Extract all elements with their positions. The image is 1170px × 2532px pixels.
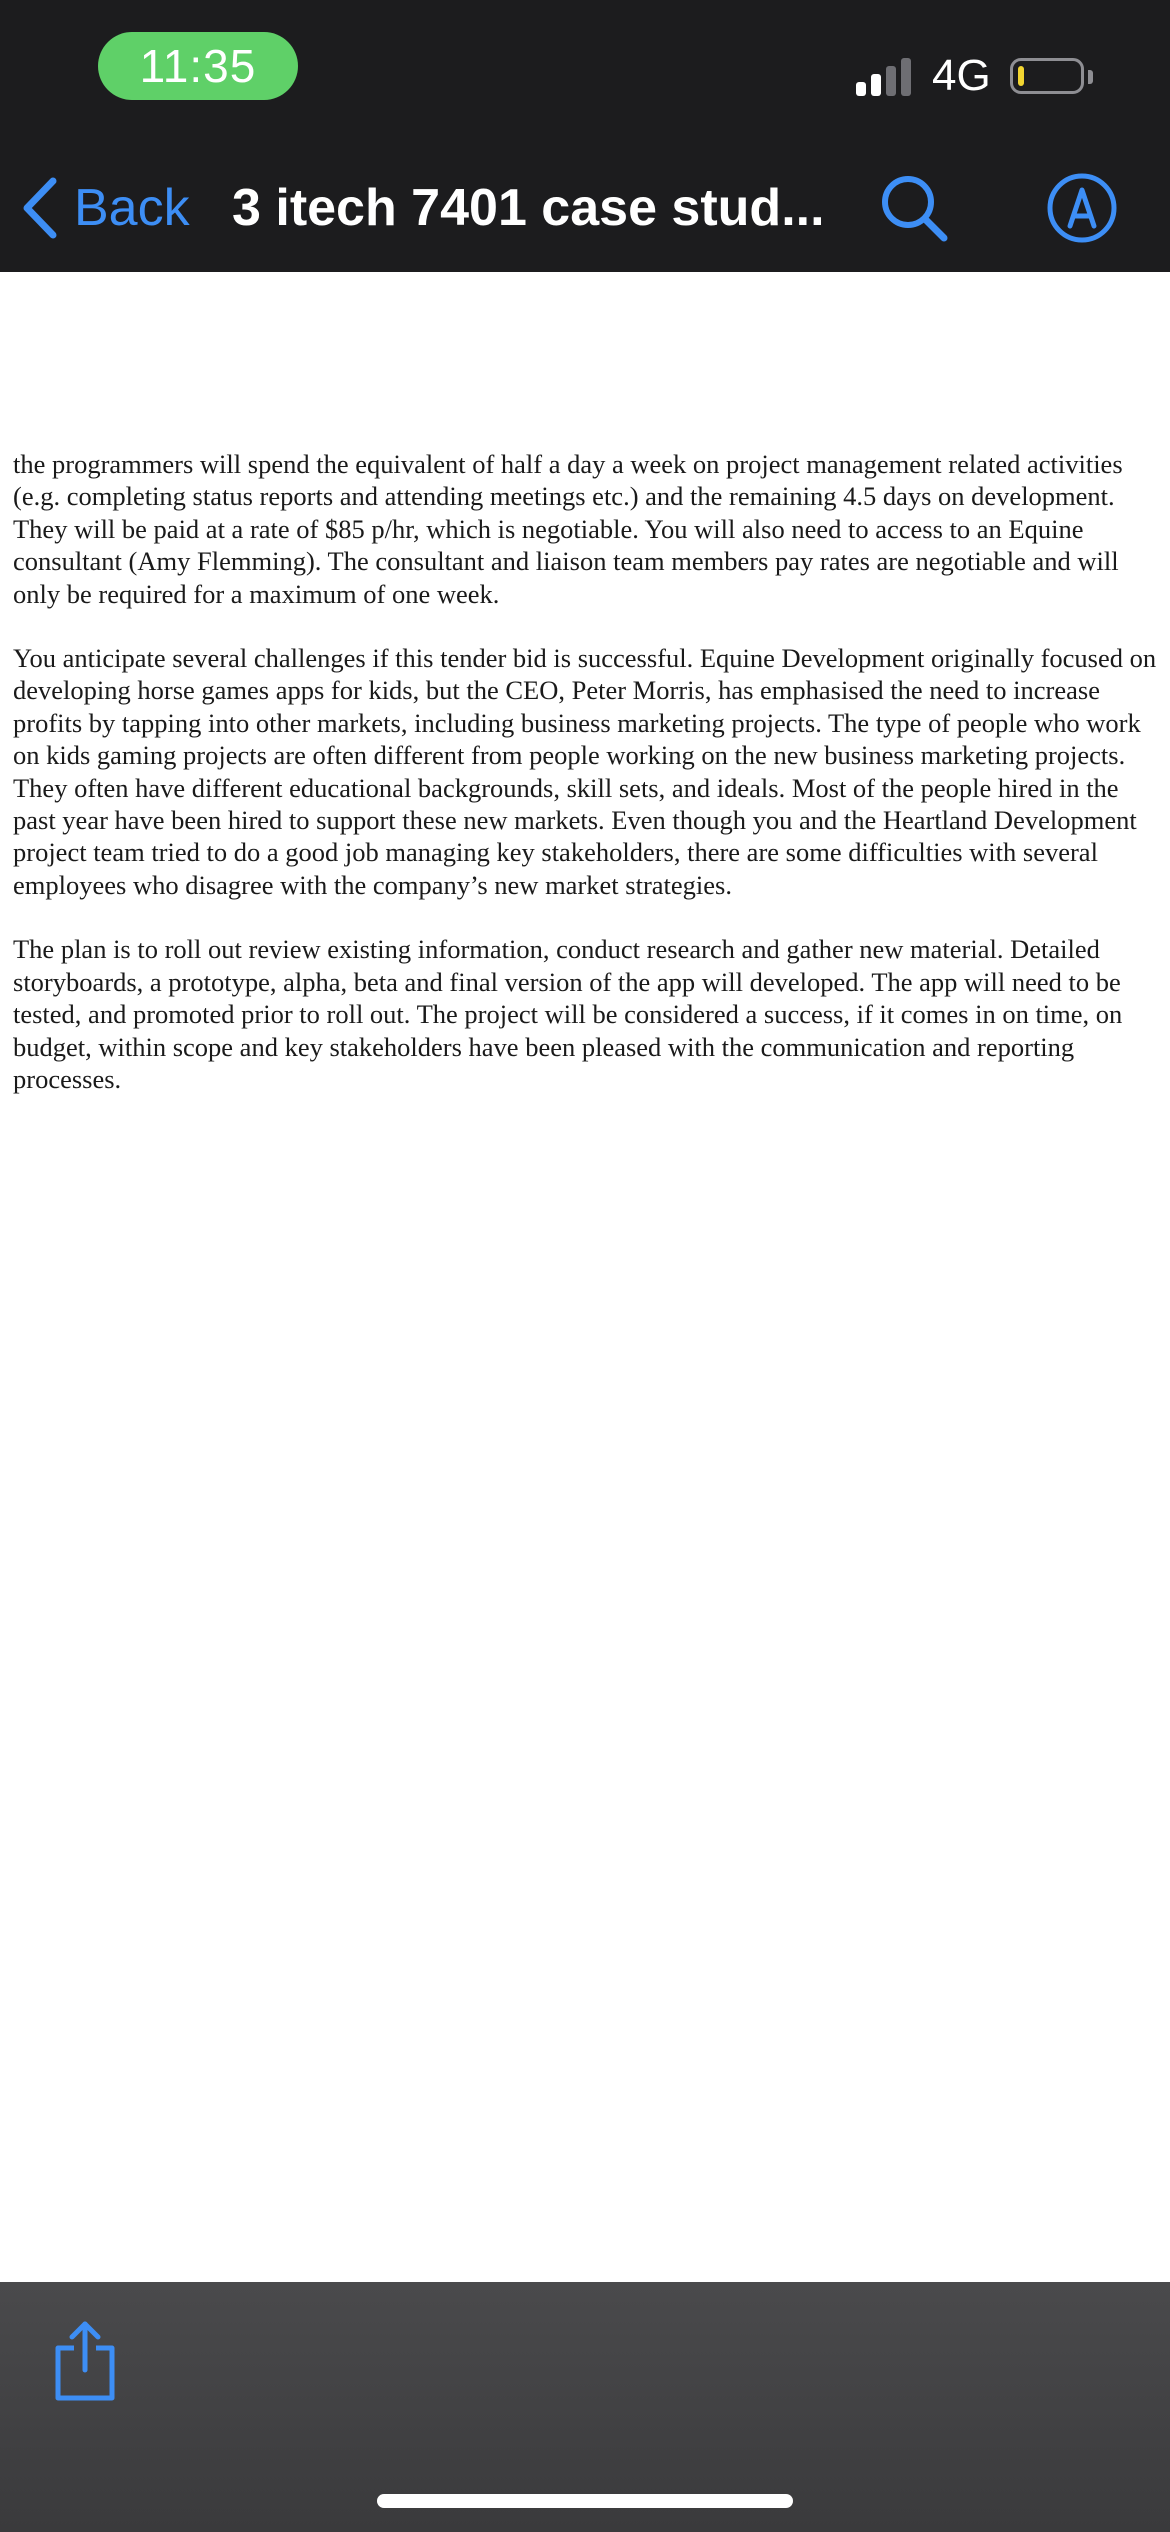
share-icon (50, 2318, 120, 2402)
share-button[interactable] (50, 2318, 120, 2402)
back-button[interactable] (22, 170, 190, 246)
back-label: Back (74, 179, 190, 237)
signal-bar (886, 66, 896, 96)
network-type: 4G (932, 51, 991, 100)
status-time[interactable]: 11:35 (98, 32, 298, 100)
home-indicator[interactable] (377, 2494, 793, 2508)
signal-bar (901, 58, 911, 96)
document-text (13, 448, 1165, 1127)
top-bar (0, 0, 1170, 272)
markup-button[interactable] (1046, 172, 1118, 244)
paragraph: You anticipate several challenges if this tender bid is successful. Equine Development originally focused on developing horse games apps for kids, but the CEO, Peter Morris, has emphasised the need to increase profits by tapping into other markets, including business marketing projects. The type of people who work on kids gaming projects are often different from people working on the new business marketing projects. They often have different educational backgrounds, skill sets, and ideals. Most of the people hired in the past year have been hired to support these new markets. Even though you and the Heartland Development project team tried to do a good job managing key stakeholders, there are some difficulties with several employees who disagree with the company’s new market strategies. (13, 643, 1157, 900)
search-button[interactable] (878, 172, 950, 244)
signal-icon (856, 58, 914, 96)
battery-level (1018, 66, 1024, 86)
chevron-left-icon (22, 177, 58, 239)
document-page[interactable] (0, 272, 1170, 2282)
markup-icon (1046, 172, 1118, 244)
battery-icon (1010, 58, 1084, 94)
signal-bar (871, 74, 881, 96)
document-title: 3 itech 7401 case stud... (232, 179, 825, 237)
paragraph: the programmers will spend the equivalent of half a day a week on project management related activities (e.g. completing status reports and attending meetings etc.) and the remaining 4.5 days on development. They will be paid at a rate of $85 p/hr, which is negotiable. You will also need to access to an Equine consultant (Amy Flemming). The consultant and liaison team members pay rates are negotiable and will only be required for a maximum of one week. (13, 449, 1123, 609)
battery-cap (1088, 70, 1093, 84)
search-icon (878, 172, 950, 244)
signal-bar (856, 82, 866, 96)
paragraph: The plan is to roll out review existing information, conduct research and gather new material. Detailed storyboards, a prototype, alpha, beta and final version of the app will developed. The app will need to be tested, and promoted prior to roll out. The project will be considered a success, if it comes in on time, on budget, within scope and key stakeholders have been pleased with the communication and reporting processes. (13, 934, 1123, 1094)
bottom-toolbar (0, 2282, 1170, 2532)
